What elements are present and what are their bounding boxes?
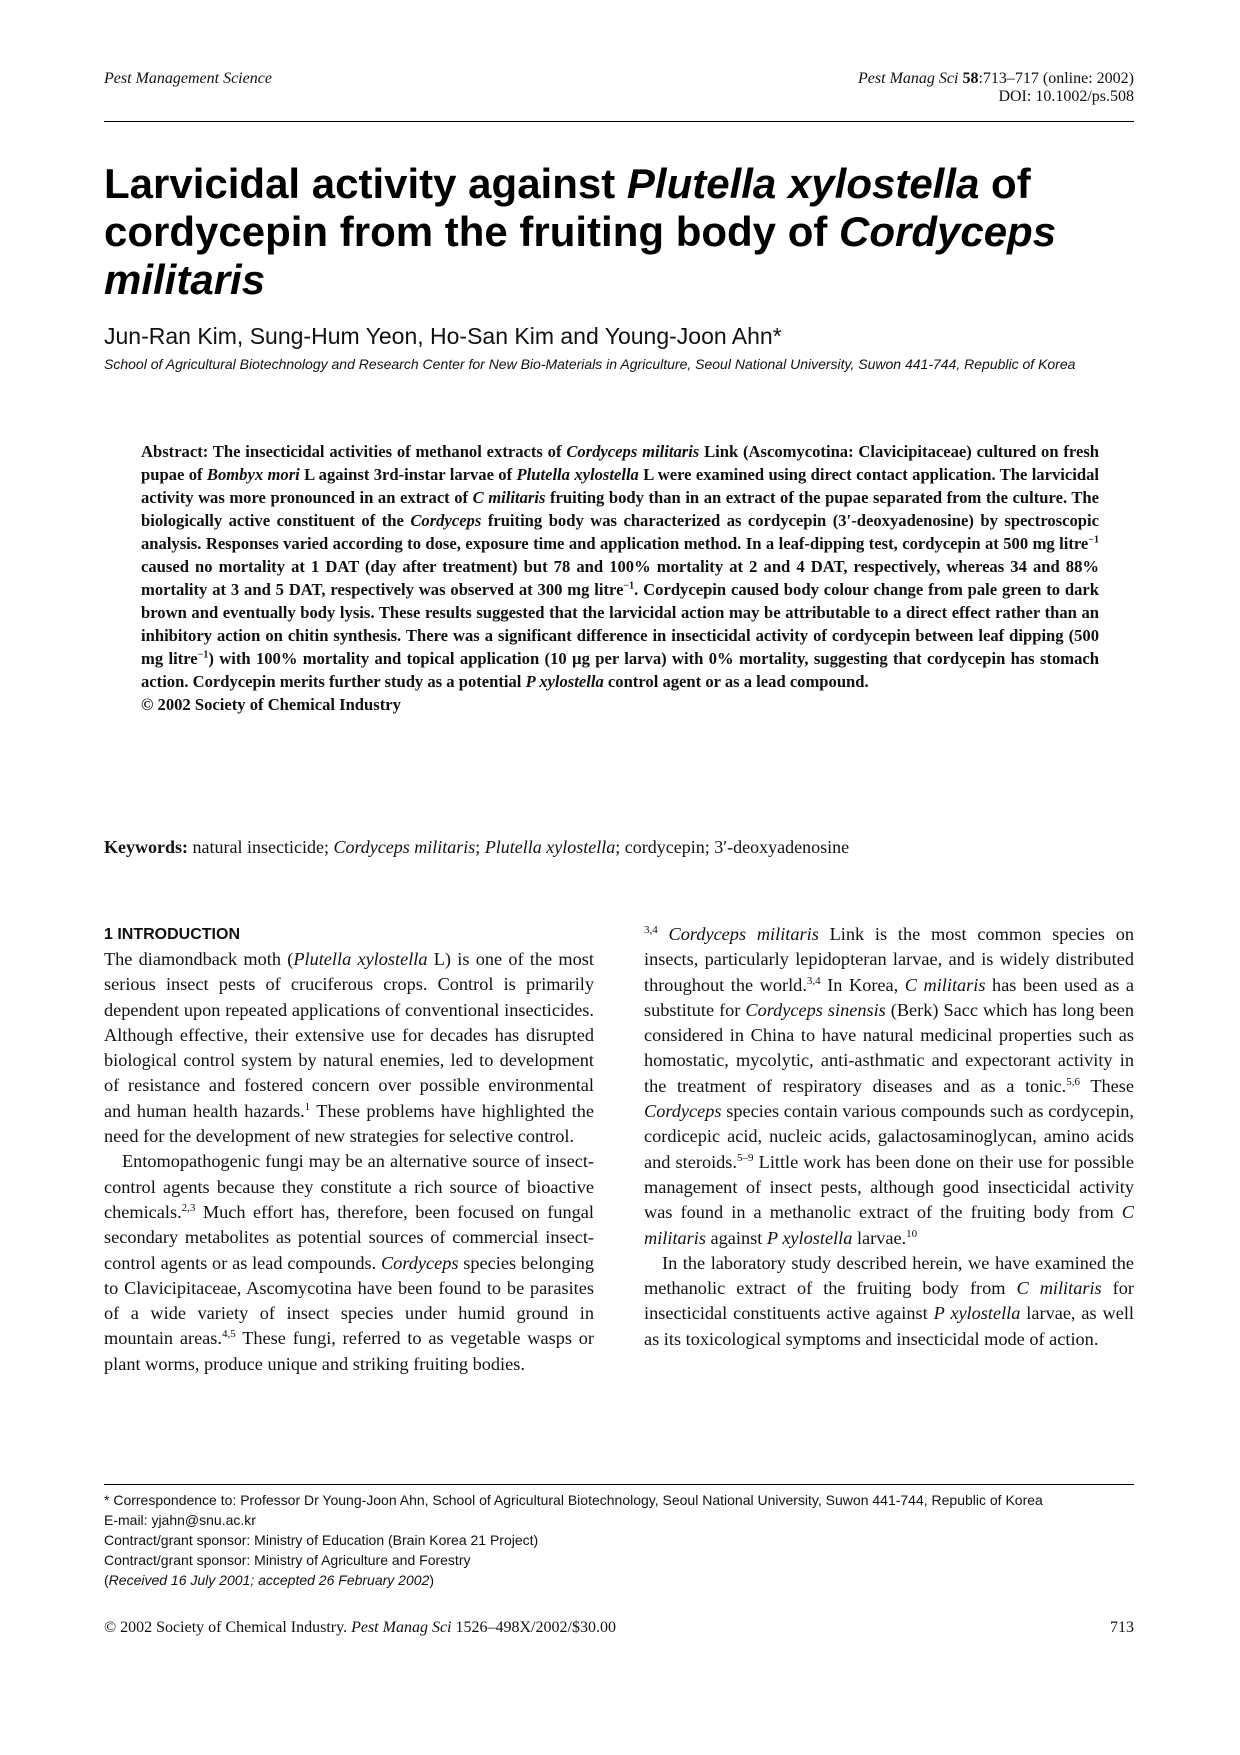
body-text: against — [705, 1227, 767, 1248]
body-text: (Berk) Sacc which has long been considered in China to have natural medicinal properties such as homostatic, mycolytic, anti-asthmatic and expectorant activity in the treatment of respiratory diseases and as a tonic. — [644, 999, 1134, 1096]
sponsor-note: Contract/grant sponsor: Ministry of Agriculture and Forestry — [104, 1552, 471, 1568]
citation-ref: 10 — [906, 1227, 918, 1240]
abstract-text: control agent or as a lead compound. — [603, 672, 869, 691]
body-text: The diamondback moth ( — [104, 949, 294, 969]
abstract-superscript: −1 — [197, 649, 209, 661]
section-heading: 1 INTRODUCTION — [104, 926, 240, 943]
body-italic: Cordyceps — [644, 1101, 722, 1122]
body-text: Entomopathogenic fungi may be an alternative source of insect-control agents because they constitute a rich source of bioactive chemicals. — [104, 1151, 594, 1222]
keyword-italic: Plutella xylostella — [484, 837, 616, 857]
body-text: Much effort has, therefore, been focused on fungal secondary metabolites as potential sources of commercial insect-control agents or as lead compounds. — [104, 1201, 594, 1273]
body-text: species contain various compounds such as cordycepin, cordicepic acid, nucleic acids, galactosaminoglycan, amino acids and steroids. — [644, 1101, 1134, 1172]
abstract-superscript: −1 — [623, 580, 635, 592]
body-text: Link is the most common species on insects, particularly lepidopteran larvae, and is widely distributed throughout the world. — [644, 924, 1134, 995]
abstract-text: Link (Ascomycotina: Clavicipitaceae) cultured on fresh pupae of — [141, 442, 1100, 484]
citation-pages: :713–717 (online: 2002) — [978, 70, 1134, 87]
citation-ref: 5–9 — [737, 1151, 754, 1164]
title-species-2: Cordyceps militaris — [104, 208, 1057, 303]
citation-ref: 3,4 — [644, 923, 658, 936]
header-rule — [104, 121, 1134, 122]
body-paragraph-continued — [644, 922, 1134, 1251]
received-dates: Received 16 July 2001; accepted 26 February 2002 — [108, 1572, 430, 1588]
body-italic: P xylostella — [766, 1227, 853, 1248]
footnotes — [104, 1490, 1134, 1590]
footer-copyright-text: © 2002 Society of Chemical Industry. — [104, 1619, 352, 1636]
abstract-text: ) with 100% mortality and topical application (10 µg per larva) with 0% mortality, suggesting that cordycepin has stomach action. Cordycepin merits further study as a potential — [141, 649, 1099, 691]
citation-ref: 5,6 — [1066, 1075, 1080, 1088]
body-text: These problems have highlighted the need for the development of new strategies for selective control. — [104, 1100, 594, 1147]
body-italic: Cordyceps sinensis — [745, 999, 886, 1020]
keyword-text: natural insecticide; — [188, 837, 334, 857]
abstract-italic: Bombyx mori — [206, 465, 300, 484]
body-paragraph — [104, 1149, 594, 1377]
title-text-2: of cordycepin from the fruiting body of — [104, 160, 1031, 255]
body-text: larvae, as well as its toxicological symptoms and insecticidal mode of action. — [644, 1303, 1134, 1349]
body-italic: C militaris — [644, 1202, 1134, 1248]
body-italic: Cordyceps — [380, 1252, 459, 1273]
page-number: 713 — [1110, 1619, 1134, 1636]
footer-copyright — [104, 1619, 616, 1637]
abstract-copyright: © 2002 Society of Chemical Industry — [141, 695, 401, 714]
title-text-1: Larvicidal activity against — [104, 160, 627, 207]
column-left — [104, 922, 594, 1377]
body-text: species belonging to Clavicipitaceae, Ascomycotina have been found to be parasites of a wide variety of insect species under humid ground in mountain areas. — [104, 1252, 594, 1349]
citation-journal: Pest Manag Sci — [858, 70, 959, 87]
journal-name: Pest Management Science — [104, 70, 272, 87]
citation-ref: 3,4 — [806, 974, 821, 987]
citation-ref: 2,3 — [181, 1201, 196, 1214]
paren: ) — [429, 1572, 434, 1588]
keyword-text: ; cordycepin; 3′-deoxyadenosine — [615, 837, 850, 857]
abstract-text: caused no mortality at 1 DAT (day after treatment) but 78 and 100% mortality at 2 and 4 DAT, respectively, whereas 34 and 88% mortality at 3 and 5 DAT, respectively was observed at 300 mg litre — [141, 557, 1099, 599]
keyword-text: ; — [475, 837, 485, 857]
body-italic: P xylostella — [933, 1303, 1021, 1324]
body-paragraph — [104, 947, 594, 1149]
citation-ref: 4,5 — [222, 1328, 236, 1341]
abstract — [141, 440, 1099, 716]
paper-page — [104, 0, 1134, 1755]
body-italic: Cordyceps militaris — [668, 924, 819, 944]
body-italic: C militaris — [1016, 1278, 1102, 1299]
abstract-italic: Cordyceps — [410, 511, 482, 530]
keywords-label: Keywords: — [104, 837, 188, 857]
sponsor-note: Contract/grant sponsor: Ministry of Education (Brain Korea 21 Project) — [104, 1532, 539, 1548]
citation-line — [858, 70, 1134, 88]
keywords — [104, 836, 1134, 858]
keyword-italic: Cordyceps militaris — [333, 837, 476, 857]
abstract-text: L against 3rd-instar larvae of — [299, 465, 517, 484]
body-text: for insecticidal constituents active against — [644, 1278, 1134, 1324]
body-text: These — [1079, 1075, 1134, 1096]
body-text: These fungi, referred to as vegetable wasps or plant worms, produce unique and striking fruiting bodies. — [104, 1328, 594, 1374]
title-species-1: Plutella xylostella — [626, 160, 980, 207]
doi: DOI: 10.1002/ps.508 — [998, 88, 1134, 105]
paren: ( — [104, 1572, 109, 1588]
body-paragraph — [644, 1251, 1134, 1352]
body-text: In Korea, — [820, 974, 905, 995]
received-note — [104, 1570, 1134, 1590]
body-text: has been used as a substitute for — [644, 974, 1134, 1020]
abstract-text: fruiting body was characterized as cordycepin (3′-deoxyadenosine) by spectroscopic analysis. Responses varied according to dose, exposure time and application method. In a leaf-dipping test, cordycepin at 500 mg litre — [141, 511, 1100, 553]
abstract-label: Abstract: — [141, 442, 213, 461]
column-right — [644, 922, 1134, 1352]
affiliation: School of Agricultural Biotechnology and Research Center for New Bio-Materials in Agriculture, Seoul National University, Suwon 441-744, Republic of Korea — [104, 356, 1076, 372]
author-list: Jun-Ran Kim, Sung-Hum Yeon, Ho-San Kim and Young-Joon Ahn* — [104, 323, 782, 349]
correspondence-note: * Correspondence to: Professor Dr Young-Joon Ahn, School of Agricultural Biotechnology, Seoul National University, Suwon 441-744, Republic of Korea — [104, 1492, 1043, 1508]
abstract-superscript: −1 — [1088, 534, 1099, 546]
email-note: E-mail: yjahn@snu.ac.kr — [104, 1512, 256, 1528]
abstract-text: The insecticidal activities of methanol extracts of — [212, 442, 567, 461]
footer-issn: 1526–498X/2002/$30.00 — [451, 1619, 616, 1636]
abstract-text: . Cordycepin caused body colour change from pale green to dark brown and eventually body lysis. These results suggested that the larvicidal action may be attributable to a direct effect rather than an inhibitory action on chitin synthesis. There was a significant difference in insecticidal activity of cordycepin between leaf dipping (500 mg litre — [141, 580, 1099, 668]
body-text — [658, 924, 669, 944]
body-italic: C militaris — [904, 974, 986, 995]
abstract-italic: Plutella xylostella — [516, 465, 639, 484]
footnote-rule — [104, 1484, 1134, 1485]
body-text: In the laboratory study described herein, we have examined the methanolic extract of the fruiting body from — [644, 1252, 1134, 1299]
body-text: larvae. — [852, 1227, 907, 1248]
body-text: Little work has been done on their use for possible management of insect pests, although good insecticidal activity was found in a methanolic extract of the fruiting body from — [644, 1151, 1135, 1223]
citation-ref: 1 — [304, 1100, 311, 1113]
abstract-text: L were examined using direct contact application. The larvicidal activity was more pronounced in an extract of — [141, 465, 1099, 507]
citation-volume: 58 — [962, 70, 979, 87]
body-text: L) is one of the most serious insect pests of cruciferous crops. Control is primarily dependent upon repeated applications of conventional insecticides. Although effective, their extensive use for decades has disrupted biological control system by natural enemies, led to development of resistance and fostered concern over possible environmental and human health hazards. — [104, 949, 594, 1121]
body-italic: Plutella xylostella — [293, 949, 428, 969]
abstract-text: fruiting body than in an extract of the pupae separated from the culture. The biologically active constituent of the — [141, 488, 1100, 530]
article-title — [104, 160, 1134, 304]
abstract-italic: P xylostella — [525, 672, 604, 691]
abstract-italic: C militaris — [472, 488, 546, 507]
abstract-italic: Cordyceps militaris — [566, 442, 700, 461]
footer-journal: Pest Manag Sci — [351, 1619, 452, 1636]
citation-block — [858, 70, 1134, 106]
